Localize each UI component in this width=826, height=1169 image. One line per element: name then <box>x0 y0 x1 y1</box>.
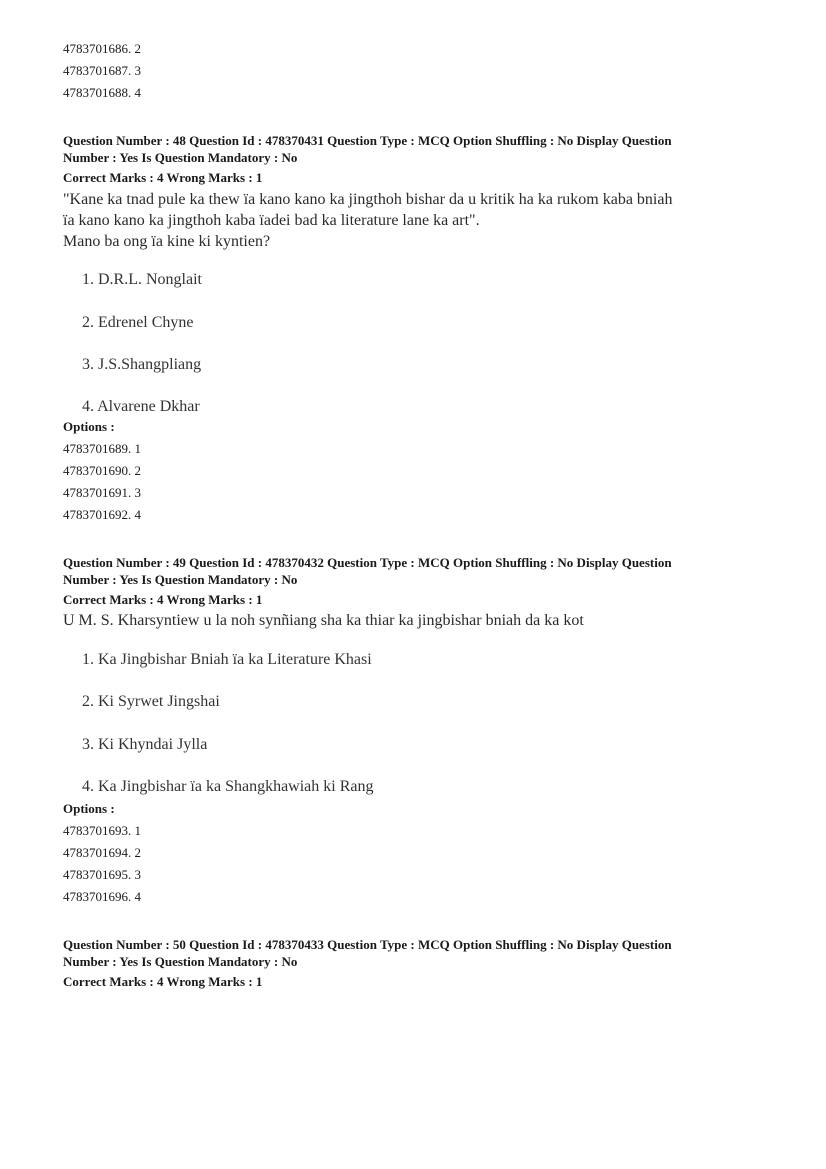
answer-choice: 4. Ka Jingbishar ïa ka Shangkhawiah ki Rang <box>82 778 374 795</box>
options-label: Options : <box>63 801 115 816</box>
question-49-text <box>63 610 783 631</box>
option-id-line: 4783701692. 4 <box>63 507 141 522</box>
answer-choice: 2. Edrenel Chyne <box>82 314 194 331</box>
question-text-line: U M. S. Kharsyntiew u la noh synñiang sha ka thiar ka jingbishar bniah da ka kot <box>63 612 584 629</box>
answer-choice: 1. D.R.L. Nonglait <box>82 271 202 288</box>
question-48-metadata <box>63 132 773 186</box>
answer-choice: 3. J.S.Shangpliang <box>82 356 202 373</box>
question-marks: Correct Marks : 4 Wrong Marks : 1 <box>63 974 263 989</box>
question-text-line: ïa kano kano ka jingthoh kaba ïadei bad ka literature lane ka art". <box>63 212 480 229</box>
option-id-line: 4783701695. 3 <box>63 867 141 882</box>
option-id-line: 4783701687. 3 <box>63 63 141 78</box>
question-meta-line: Question Number : 50 Question Id : 478370433 Question Type : MCQ Option Shuffling : No Display Question <box>63 937 672 952</box>
option-id-line: 4783701688. 4 <box>63 85 141 100</box>
question-marks: Correct Marks : 4 Wrong Marks : 1 <box>63 592 263 607</box>
option-id-line: 4783701691. 3 <box>63 485 141 500</box>
option-id-line: 4783701694. 2 <box>63 845 141 860</box>
question-text-line: Mano ba ong ïa kine ki kyntien? <box>63 233 271 250</box>
question-meta-line: Number : Yes Is Question Mandatory : No <box>63 954 298 969</box>
answer-choice: 2. Ki Syrwet Jingshai <box>82 693 220 710</box>
question-meta-line: Number : Yes Is Question Mandatory : No <box>63 572 298 587</box>
question-meta-line: Question Number : 49 Question Id : 478370432 Question Type : MCQ Option Shuffling : No Display Question <box>63 555 672 570</box>
question-50-metadata <box>63 936 773 990</box>
answer-choice: 3. Ki Khyndai Jylla <box>82 736 208 753</box>
answer-choice: 4. Alvarene Dkhar <box>82 398 200 415</box>
question-49-metadata <box>63 554 773 608</box>
option-id-line: 4783701693. 1 <box>63 823 141 838</box>
option-id-line: 4783701696. 4 <box>63 889 141 904</box>
option-id-line: 4783701689. 1 <box>63 441 141 456</box>
question-text-line: "Kane ka tnad pule ka thew ïa kano kano ka jingthoh bishar da u kritik ha ka rukom kaba bniah <box>63 191 673 208</box>
option-id-line: 4783701686. 2 <box>63 41 141 56</box>
options-label: Options : <box>63 419 115 434</box>
question-meta-line: Number : Yes Is Question Mandatory : No <box>63 150 298 165</box>
question-48-text <box>63 189 783 252</box>
answer-choice: 1. Ka Jingbishar Bniah ïa ka Literature Khasi <box>82 651 372 668</box>
question-marks: Correct Marks : 4 Wrong Marks : 1 <box>63 170 263 185</box>
question-meta-line: Question Number : 48 Question Id : 478370431 Question Type : MCQ Option Shuffling : No Display Question <box>63 133 672 148</box>
option-id-line: 4783701690. 2 <box>63 463 141 478</box>
